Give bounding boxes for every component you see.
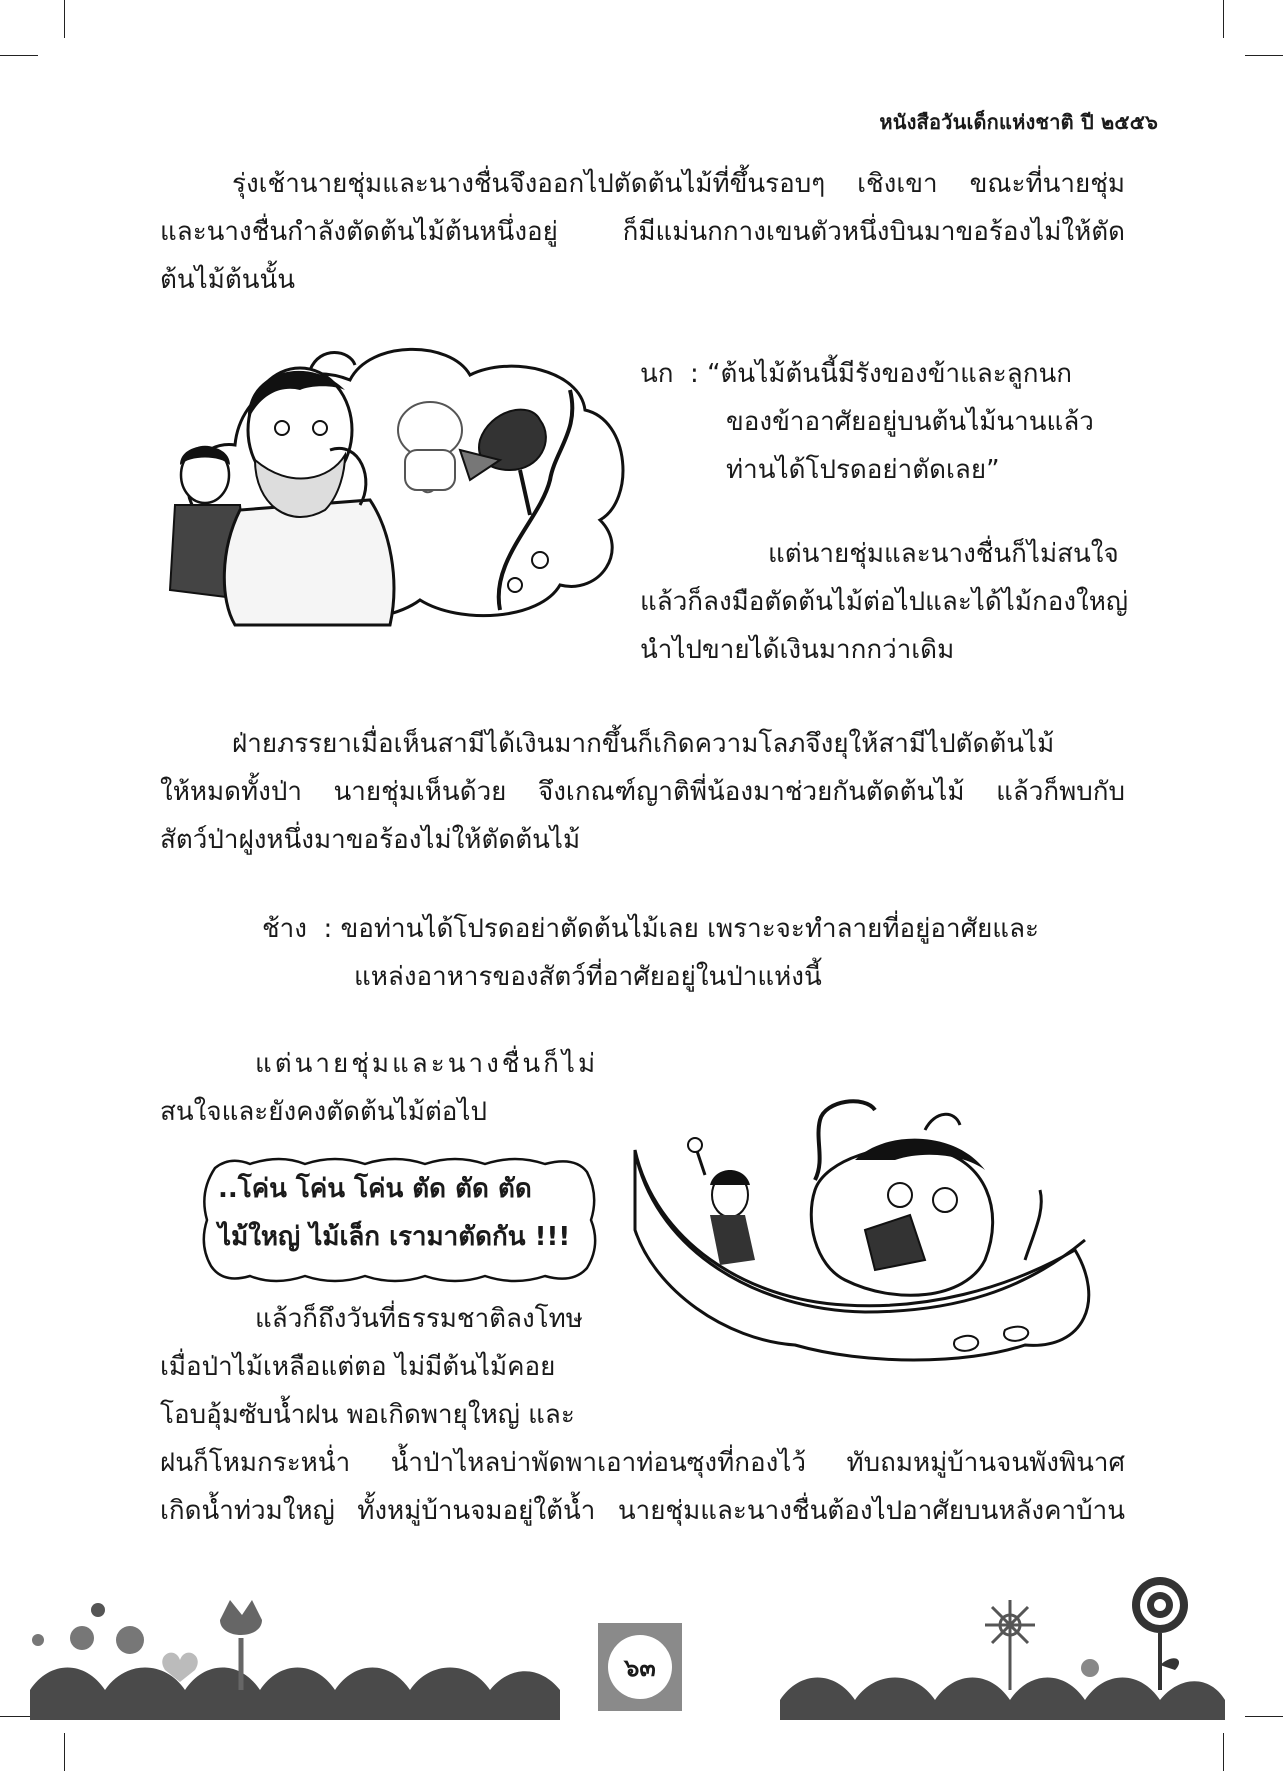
text-line: แต่นายชุ่มและนางชื่นก็ไม่ — [255, 1049, 599, 1079]
chant-text — [218, 1165, 570, 1261]
text-line: โอบอุ้มซับน้ำฝน พอเกิดพายุใหญ่ และ — [160, 1400, 575, 1430]
bird-dialogue — [640, 350, 1120, 494]
crop-mark-top-right-h — [1245, 55, 1283, 56]
text-line: แล้วก็ถึงวันที่ธรรมชาติลงโทษ — [255, 1304, 583, 1334]
text-line: สัตว์ป่าฝูงหนึ่งมาขอร้องไม่ให้ตัดต้นไม้ — [160, 825, 581, 855]
crop-mark-bottom-right-h — [1245, 1716, 1283, 1717]
text-line: สนใจและยังคงตัดต้นไม้ต่อไป — [160, 1097, 487, 1127]
crop-mark-top-right — [1223, 0, 1224, 38]
crop-mark-bottom-left — [64, 1733, 65, 1771]
dialogue-line: แหล่งอาหารของสัตว์ที่อาศัยอยู่ในป่าแห่งนี้ — [354, 962, 822, 992]
sunflower — [1132, 1577, 1188, 1690]
page-number-box — [598, 1623, 682, 1711]
punishment-paragraph — [160, 1295, 1125, 1535]
chant-line: ไม้ใหญ่ ไม้เล็ก เรามาตัดกัน !!! — [218, 1222, 571, 1252]
crop-mark-top-left — [64, 0, 65, 38]
husband-drowning-figure — [811, 1101, 1041, 1295]
dialogue-line: ขอท่านได้โปรดอย่าตัดต้นไม้เลย เพราะจะทำลายที่อยู่อาศัยและ — [340, 914, 1039, 944]
text-line: เมื่อป่าไม้เหลือแต่ตอ ไม่มีต้นไม้คอย — [160, 1352, 556, 1382]
book-header: หนังสือวันเด็กแห่งชาติ ปี ๒๕๕๖ — [879, 110, 1158, 134]
page-number: ๖๓ — [608, 1635, 672, 1699]
text-line: เกิดน้ำท่วมใหญ่ ทั้งหมู่บ้านจมอยู่ใต้น้ำ นายชุ่มและนางชื่นต้องไปอาศัยบนหลังคาบ้าน — [160, 1496, 1125, 1526]
text-line: ต้นไม้ต้นนั้น — [160, 265, 296, 295]
footer-decoration-left — [30, 1580, 570, 1720]
wife-greed-paragraph — [160, 720, 1125, 864]
text-line: แต่นายชุ่มและนางชื่นก็ไม่สนใจ — [768, 539, 1119, 569]
text-line: ฝนก็โหมกระหน่ำ น้ำป่าไหลบ่าพัดพาเอาท่อนซุงที่กองไว้ ทับถมหมู่บ้านจนพังพินาศ — [160, 1448, 1125, 1478]
dialogue-speaker: ช้าง — [262, 914, 307, 944]
daisy-flower — [985, 1600, 1035, 1690]
dialogue-line: “ต้นไม้ต้นนี้มีรังของข้าและลูกนก — [707, 359, 1072, 389]
crop-mark-top-left-h — [0, 55, 38, 56]
dialogue-line: ของข้าอาศัยอยู่บนต้นไม้นานแล้ว — [726, 407, 1094, 437]
text-line: ฝ่ายภรรยาเมื่อเห็นสามีได้เงินมากขึ้นก็เกิดความโลภจึงยุให้สามีไปตัดต้นไม้ — [232, 729, 1055, 759]
text-line: แล้วก็ลงมือตัดต้นไม้ต่อไปและได้ไม้กองใหญ่ — [640, 587, 1129, 617]
text-line: และนางชื่นกำลังตัดต้นไม้ต้นหนึ่งอยู่ ก็มีแม่นกกางเขนตัวหนึ่งบินมาขอร้องไม่ให้ตัด — [160, 217, 1125, 247]
dialogue-colon: : — [690, 359, 699, 389]
dialogue-colon: : — [323, 914, 333, 944]
elephant-dialogue — [262, 905, 1127, 1001]
elephant-figure — [398, 402, 462, 492]
intro-paragraph — [160, 160, 1125, 304]
crop-mark-bottom-right — [1223, 1733, 1224, 1771]
ignore-animals-paragraph — [160, 1040, 610, 1136]
footer-decoration-right — [780, 1570, 1240, 1720]
text-line: รุ่งเช้านายชุ่มและนางชื่นจึงออกไปตัดต้นไม้ที่ขึ้นรอบๆ เชิงเขา ขณะที่นายชุ่ม — [232, 169, 1125, 199]
text-line: ให้หมดทั้งป่า นายชุ่มเห็นด้วย จึงเกณฑ์ญาติพี่น้องมาช่วยกันตัดต้นไม้ แล้วก็พบกับ — [160, 777, 1125, 807]
dialogue-line: ท่านได้โปรดอย่าตัดเลย” — [726, 455, 1000, 485]
ignore-bird-paragraph — [640, 530, 1129, 674]
wife-drowning-figure — [688, 1138, 755, 1265]
chant-line: ..โค่น โค่น โค่น ตัด ตัด ตัด — [218, 1174, 532, 1204]
forest-scene-illustration — [160, 330, 640, 630]
text-line: นำไปขายได้เงินมากกว่าเดิม — [640, 635, 955, 665]
dialogue-speaker: นก — [640, 359, 674, 389]
